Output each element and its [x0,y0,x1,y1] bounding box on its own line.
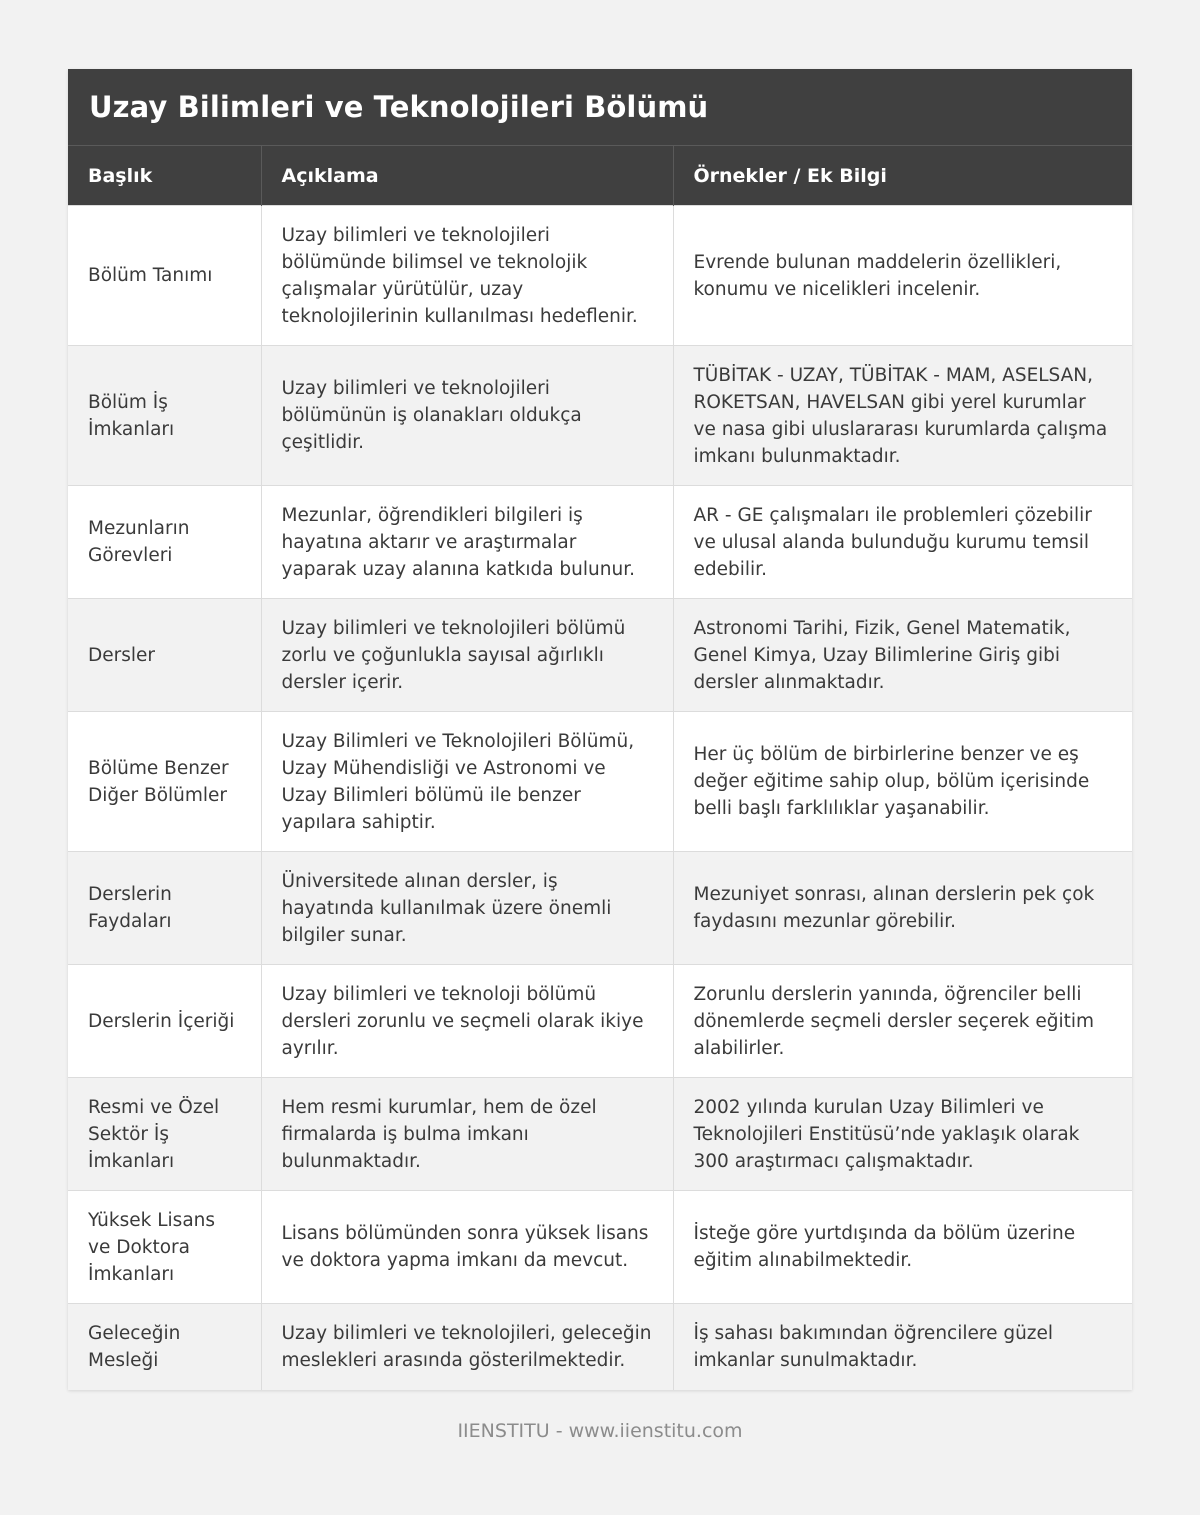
row-examples: Astronomi Tarihi, Fizik, Genel Matematik, Genel Kimya, Uzay Bilimlerine Giriş gibi dersler alınmaktadır. [673,599,1132,712]
table-row [68,712,1132,852]
row-examples: Her üç bölüm de birbirlerine benzer ve eş değer eğitime sahip olup, bölüm içerisinde belli başlı farklılıklar yaşanabilir. [673,712,1132,852]
row-heading: Derslerin İçeriği [68,965,261,1078]
header-heading: Başlık [68,146,261,206]
table-row [68,1078,1132,1191]
row-heading: Bölüm İş İmkanları [68,346,261,486]
row-description: Uzay bilimleri ve teknolojileri, geleceğin meslekleri arasında gösterilmektedir. [261,1304,673,1390]
row-heading: Yüksek Lisans ve Doktora İmkanları [68,1191,261,1304]
row-description: Lisans bölümünden sonra yüksek lisans ve doktora yapma imkanı da mevcut. [261,1191,673,1304]
row-examples: 2002 yılında kurulan Uzay Bilimleri ve Teknolojileri Enstitüsü’nde yaklaşık olarak 300 araştırmacı çalışmaktadır. [673,1078,1132,1191]
row-examples: Evrende bulunan maddelerin özellikleri, konumu ve nicelikleri incelenir. [673,206,1132,346]
row-description: Hem resmi kurumlar, hem de özel firmalarda iş bulma imkanı bulunmaktadır. [261,1078,673,1191]
info-table-card [68,69,1132,1390]
row-examples: TÜBİTAK - UZAY, TÜBİTAK - MAM, ASELSAN, ROKETSAN, HAVELSAN gibi yerel kurumlar ve nasa gibi uluslararası kurumlarda çalışma imkanı bulunmaktadır. [673,346,1132,486]
header-examples: Örnekler / Ek Bilgi [673,146,1132,206]
table-body [68,206,1132,1390]
header-row [68,146,1132,206]
footer-credit: IIENSTITU - www.iienstitu.com [457,1420,743,1442]
row-description: Uzay Bilimleri ve Teknolojileri Bölümü, Uzay Mühendisliği ve Astronomi ve Uzay Bilimleri bölümü ile benzer yapılara sahiptir. [261,712,673,852]
table-row [68,1304,1132,1390]
header-description: Açıklama [261,146,673,206]
table-header [68,146,1132,206]
table-row [68,599,1132,712]
row-heading: Mezunların Görevleri [68,486,261,599]
row-heading: Bölüm Tanımı [68,206,261,346]
row-description: Uzay bilimleri ve teknoloji bölümü dersleri zorunlu ve seçmeli olarak ikiye ayrılır. [261,965,673,1078]
row-examples: AR - GE çalışmaları ile problemleri çözebilir ve ulusal alanda bulunduğu kurumu temsil edebilir. [673,486,1132,599]
info-table [68,145,1132,1390]
row-description: Mezunlar, öğrendikleri bilgileri iş hayatına aktarır ve araştırmalar yaparak uzay alanına katkıda bulunur. [261,486,673,599]
table-row [68,1191,1132,1304]
row-examples: Zorunlu derslerin yanında, öğrenciler belli dönemlerde seçmeli dersler seçerek eğitim alabilirler. [673,965,1132,1078]
row-heading: Derslerin Faydaları [68,852,261,965]
row-description: Üniversitede alınan dersler, iş hayatında kullanılmak üzere önemli bilgiler sunar. [261,852,673,965]
row-description: Uzay bilimleri ve teknolojileri bölümünün iş olanakları oldukça çeşitlidir. [261,346,673,486]
table-row [68,852,1132,965]
row-examples: İş sahası bakımından öğrencilere güzel imkanlar sunulmaktadır. [673,1304,1132,1390]
row-heading: Resmi ve Özel Sektör İş İmkanları [68,1078,261,1191]
row-description: Uzay bilimleri ve teknolojileri bölümünde bilimsel ve teknolojik çalışmalar yürütülür, uzay teknolojilerinin kullanılması hedeflenir. [261,206,673,346]
table-row [68,486,1132,599]
row-examples: Mezuniyet sonrası, alınan derslerin pek çok faydasını mezunlar görebilir. [673,852,1132,965]
row-description: Uzay bilimleri ve teknolojileri bölümü zorlu ve çoğunlukla sayısal ağırlıklı dersler içerir. [261,599,673,712]
table-row [68,346,1132,486]
row-heading: Geleceğin Mesleği [68,1304,261,1390]
title-bar [68,69,1132,145]
row-heading: Dersler [68,599,261,712]
row-examples: İsteğe göre yurtdışında da bölüm üzerine eğitim alınabilmektedir. [673,1191,1132,1304]
table-row [68,206,1132,346]
row-heading: Bölüme Benzer Diğer Bölümler [68,712,261,852]
table-row [68,965,1132,1078]
page-title: Uzay Bilimleri ve Teknolojileri Bölümü [89,90,709,124]
